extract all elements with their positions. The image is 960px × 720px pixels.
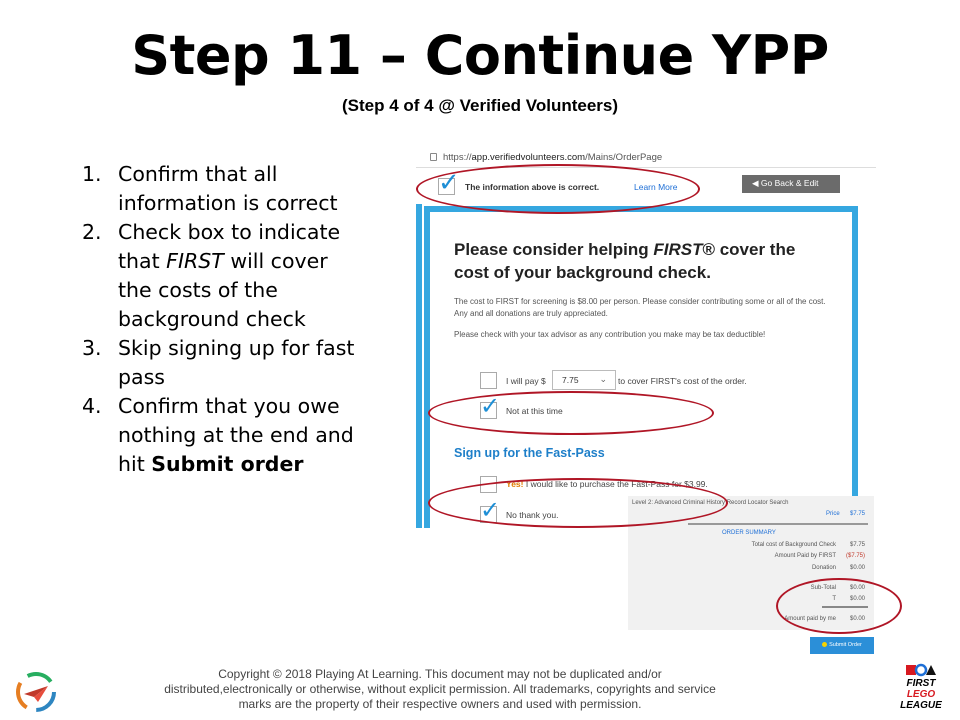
submit-order-button[interactable] — [810, 637, 874, 654]
tax-paragraph: Please check with your tax advisor as any contribution you make may be tax deductible! — [454, 330, 766, 339]
step-strong: Submit order — [151, 452, 304, 476]
lock-icon — [430, 153, 437, 161]
amount-value: 7.75 — [562, 375, 579, 385]
annotation-oval-confirm — [416, 164, 700, 214]
checkmark-icon: ✓ — [480, 392, 501, 420]
summary-row-label: Sub-Total — [810, 585, 836, 591]
summary-row-value: $0.00 — [850, 616, 866, 622]
pay-suffix: to cover FIRST's cost of the order. — [618, 376, 747, 386]
not-at-this-time-label: Not at this time — [506, 406, 563, 416]
step-text: Confirm that you owe nothing at the end and hit — [118, 394, 354, 476]
url-path: /Mains/OrderPage — [585, 152, 663, 163]
first-lego-league-logo-icon — [896, 662, 946, 714]
annotation-oval-not-at-this-time — [428, 391, 714, 435]
summary-row-value: ($7.75) — [846, 553, 866, 559]
summary-heading: ORDER SUMMARY — [722, 530, 776, 536]
step-item — [82, 218, 362, 334]
donation-paragraph: The cost to FIRST for screening is $8.00 per person. Please consider contributing some or all of the cost. Any and all donations are truly appreciated. — [454, 297, 826, 318]
yes-text: Yes! — [506, 479, 524, 489]
no-thank-you-label: No thank you. — [506, 510, 559, 520]
pay-label: I will pay $ — [506, 376, 546, 386]
logo-text-league: LEAGUE — [900, 700, 942, 711]
page-left-border — [416, 168, 422, 528]
url-prefix: https:// — [443, 152, 472, 163]
step-text: Confirm that all information is correct — [118, 162, 338, 215]
url-host: app.verifiedvolunteers.com — [471, 152, 586, 163]
confirm-text: The information above is correct. — [465, 182, 600, 192]
annotation-oval-no-thank-you — [428, 478, 728, 528]
copyright-line: distributed,electronically or otherwise, without explicit permission. All trademarks, copyrights and service — [164, 682, 716, 696]
summary-row-label: Donation — [811, 565, 836, 571]
step-number: 1. — [82, 162, 102, 186]
logo-text-lego: LEGO — [906, 689, 936, 700]
yes-description: I would like to purchase the Fast-Pass for $3.99. — [525, 479, 708, 489]
submit-label: Submit Order — [829, 642, 862, 648]
fast-pass-heading: Sign up for the Fast-Pass — [454, 446, 605, 460]
amount-select[interactable] — [552, 370, 616, 390]
slide-title: Step 11 – Continue YPP — [131, 24, 829, 87]
summary-divider — [688, 523, 868, 525]
summary-item: Level 2: Advanced Criminal History Record Locator Search — [632, 500, 789, 506]
heading-text: ® cover the cost of your background check. — [454, 240, 796, 282]
learn-more-link[interactable]: Learn More — [634, 182, 678, 192]
step-text: Skip signing up for fast pass — [118, 336, 355, 389]
chevron-down-icon: ⌄ — [599, 374, 607, 384]
price-value: $7.75 — [850, 511, 866, 517]
summary-row-value: $0.00 — [850, 565, 866, 571]
step-number: 4. — [82, 394, 102, 418]
heading-text: Please consider helping — [454, 240, 654, 259]
annotation-oval-totals — [776, 578, 902, 634]
summary-row-label: T — [832, 596, 836, 602]
step-number: 2. — [82, 220, 102, 244]
step-item — [82, 334, 362, 392]
go-back-edit-button[interactable]: ◀ Go Back & Edit — [742, 175, 840, 193]
step-text: will cover the costs of the background check — [118, 249, 328, 331]
copyright-line: marks are the property of their respective owners and used with permission. — [238, 697, 642, 711]
step-number: 3. — [82, 336, 102, 360]
instruction-list — [82, 160, 362, 479]
price-label: Price — [826, 511, 840, 517]
first-logo-mark-icon — [896, 662, 946, 678]
step-item — [82, 160, 362, 218]
playing-at-learning-logo-icon — [14, 670, 58, 714]
pay-checkbox[interactable] — [480, 372, 497, 389]
address-bar[interactable] — [416, 148, 876, 168]
summary-row-value: $0.00 — [850, 596, 866, 602]
checkmark-icon: ✓ — [438, 168, 460, 198]
heading-emphasis: FIRST — [653, 240, 703, 259]
summary-row-value: $0.00 — [850, 585, 866, 591]
checkmark-icon: ✓ — [480, 496, 501, 524]
step-item — [82, 392, 362, 479]
submit-icon — [822, 642, 827, 647]
summary-row-label: Total cost of Background Check — [751, 542, 836, 548]
slide-subtitle: (Step 4 of 4 @ Verified Volunteers) — [341, 96, 619, 115]
summary-row-label: Amount paid by me — [784, 616, 836, 622]
copyright-notice — [130, 667, 750, 712]
logo-text-first: FIRST — [906, 678, 936, 689]
go-back-label: Go Back & Edit — [760, 178, 819, 188]
step-emphasis: FIRST — [166, 249, 224, 273]
step-text: Check box to indicate that — [118, 220, 341, 273]
summary-row-value: $7.75 — [850, 542, 866, 548]
donation-heading — [454, 238, 834, 284]
summary-row-label: Amount Paid by FIRST — [774, 553, 836, 559]
copyright-line: Copyright © 2018 Playing At Learning. This document may not be duplicated and/or — [218, 667, 662, 681]
